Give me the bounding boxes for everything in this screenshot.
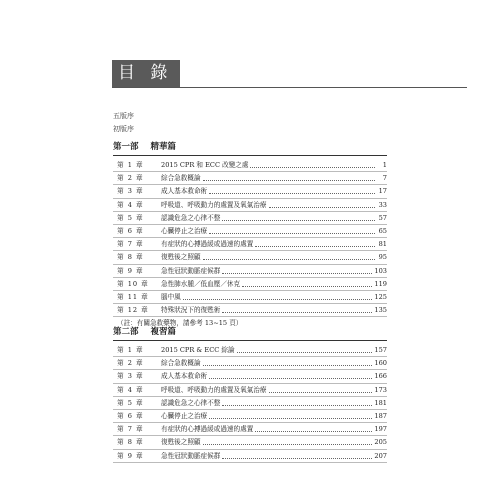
page-number: 166	[374, 372, 387, 381]
chapter-title: 復甦後之照顧	[161, 438, 201, 447]
chapter-title: 有症狀的心搏過緩或過速的處置	[161, 240, 254, 249]
chapter-number: 第 12 章	[117, 306, 149, 315]
chapter-number: 第 6 章	[117, 411, 144, 420]
chapter-title: 成人基本救命術	[161, 372, 208, 381]
toc-entry[interactable]	[113, 278, 387, 291]
dot-leader	[269, 391, 373, 393]
dot-leader	[183, 298, 373, 300]
chapter-title: 成人基本救命術	[161, 187, 208, 196]
chapter-number: 第 5 章	[117, 213, 144, 222]
chapter-number: 第 1 章	[117, 346, 144, 354]
toc-entry[interactable]	[113, 172, 387, 185]
chapter-number: 第 10 章	[117, 279, 149, 288]
preface-item[interactable]: 初版序	[113, 125, 134, 133]
toc-entry[interactable]	[113, 199, 387, 212]
chapter-number: 第 11 章	[117, 292, 149, 301]
preface-list	[113, 110, 134, 136]
toc-title-bar	[112, 60, 467, 88]
dot-leader	[222, 404, 372, 406]
dot-leader	[250, 166, 375, 168]
page-number: 1	[382, 161, 387, 169]
page-number: 17	[378, 187, 387, 196]
toc-entry[interactable]	[113, 291, 387, 304]
chapter-number: 第 3 章	[117, 372, 144, 381]
chapter-number: 第 9 章	[117, 266, 144, 275]
chapter-number: 第 2 章	[117, 359, 144, 368]
page-number: 65	[378, 226, 387, 235]
part-one-chapter-list	[113, 159, 387, 317]
part-two-section	[113, 327, 387, 463]
chapter-title: 綜合急救概論	[161, 359, 201, 368]
chapter-number: 第 8 章	[117, 438, 144, 447]
toc-entry[interactable]	[113, 357, 387, 370]
chapter-title: 心臟停止之治療	[161, 411, 208, 420]
page-number: 95	[378, 253, 387, 262]
toc-entry[interactable]	[113, 370, 387, 383]
dot-leader	[222, 457, 372, 459]
dot-leader	[237, 351, 373, 353]
part-one-name: 精華篇	[150, 142, 177, 152]
page-number: 57	[378, 213, 387, 222]
chapter-number: 第 4 章	[117, 200, 144, 209]
page-number: 81	[378, 240, 387, 249]
chapter-title: 特殊狀況下的復甦術	[161, 306, 221, 315]
part-two-label: 第二部	[113, 327, 139, 337]
page-number: 197	[374, 425, 387, 434]
page-number: 187	[374, 411, 387, 420]
toc-entry[interactable]	[113, 384, 387, 397]
preface-item[interactable]: 五版序	[113, 112, 134, 120]
chapter-title: 急性冠狀動脈症候群	[161, 451, 221, 460]
page-number: 157	[374, 346, 387, 354]
page-number: 103	[374, 266, 387, 275]
chapter-title: 腦中風	[161, 292, 181, 301]
dot-leader	[242, 285, 372, 287]
toc-entry[interactable]	[113, 159, 387, 172]
page-number: 135	[374, 306, 387, 315]
chapter-title: 有症狀的心搏過緩或過速的處置	[161, 425, 254, 434]
part-one-heading	[113, 142, 387, 156]
toc-entry[interactable]	[113, 344, 387, 357]
toc-entry[interactable]	[113, 212, 387, 225]
page-number: 205	[374, 438, 387, 447]
chapter-number: 第 1 章	[117, 161, 144, 169]
part-one-section	[113, 142, 387, 329]
dot-leader	[209, 192, 375, 194]
toc-title: 目 錄	[112, 60, 180, 87]
toc-entry[interactable]	[113, 304, 387, 317]
chapter-number: 第 2 章	[117, 174, 144, 183]
dot-leader	[269, 206, 376, 208]
dot-leader	[255, 430, 372, 432]
page-number: 207	[374, 451, 387, 460]
page-number: 181	[374, 398, 387, 407]
chapter-title: 急性冠狀動脈症候群	[161, 266, 221, 275]
chapter-title: 認識危急之心律不整	[161, 398, 221, 407]
dot-leader	[222, 311, 372, 313]
chapter-number: 第 7 章	[117, 240, 144, 249]
part-two-heading	[113, 327, 387, 341]
toc-entry[interactable]	[113, 251, 387, 264]
page-number: 125	[374, 292, 387, 301]
dot-leader	[203, 364, 373, 366]
part-two-chapter-list	[113, 344, 387, 463]
dot-leader	[209, 377, 372, 379]
chapter-number: 第 8 章	[117, 253, 144, 262]
chapter-number: 第 9 章	[117, 451, 144, 460]
dot-leader	[203, 179, 375, 181]
drug-reference-note: （註：有關急救藥物，請參考 13~15 頁）	[117, 319, 243, 328]
chapter-title: 急性肺水腫／低血壓／休克	[161, 279, 241, 288]
part-one-label: 第一部	[113, 142, 139, 152]
chapter-title: 2015 CPR 和 ECC 改變之處	[161, 161, 249, 169]
page-number: 173	[374, 385, 387, 394]
toc-entry[interactable]	[113, 185, 387, 198]
page-number: 33	[378, 200, 387, 209]
toc-entry[interactable]	[113, 410, 387, 423]
toc-entry[interactable]	[113, 238, 387, 251]
part-two-name: 複習篇	[150, 327, 177, 337]
chapter-title: 心臟停止之治療	[161, 226, 208, 235]
chapter-title: 2015 CPR & ECC 綜論	[161, 346, 235, 354]
dot-leader	[203, 443, 373, 445]
page-number: 7	[382, 174, 387, 183]
chapter-title: 認識危急之心律不整	[161, 213, 221, 222]
dot-leader	[255, 245, 375, 247]
chapter-number: 第 7 章	[117, 425, 144, 434]
dot-leader	[209, 417, 372, 419]
page-number: 160	[374, 359, 387, 368]
chapter-number: 第 6 章	[117, 226, 144, 235]
toc-entry[interactable]	[113, 225, 387, 238]
chapter-title: 綜合急救概論	[161, 174, 201, 183]
page-number: 119	[374, 279, 387, 288]
chapter-title: 呼吸道、呼吸動力的處置及氧氣治療	[161, 385, 267, 394]
toc-entry[interactable]	[113, 436, 387, 449]
chapter-number: 第 4 章	[117, 385, 144, 394]
dot-leader	[209, 232, 375, 234]
dot-leader	[222, 272, 372, 274]
dot-leader	[222, 219, 375, 221]
chapter-title: 呼吸道、呼吸動力的處置及氧氣治療	[161, 200, 267, 209]
toc-entry[interactable]	[113, 265, 387, 278]
chapter-number: 第 3 章	[117, 187, 144, 196]
toc-entry[interactable]	[113, 397, 387, 410]
chapter-title: 復甦後之照顧	[161, 253, 201, 262]
chapter-number: 第 5 章	[117, 398, 144, 407]
toc-entry[interactable]	[113, 423, 387, 436]
dot-leader	[203, 258, 375, 260]
toc-entry[interactable]	[113, 450, 387, 463]
